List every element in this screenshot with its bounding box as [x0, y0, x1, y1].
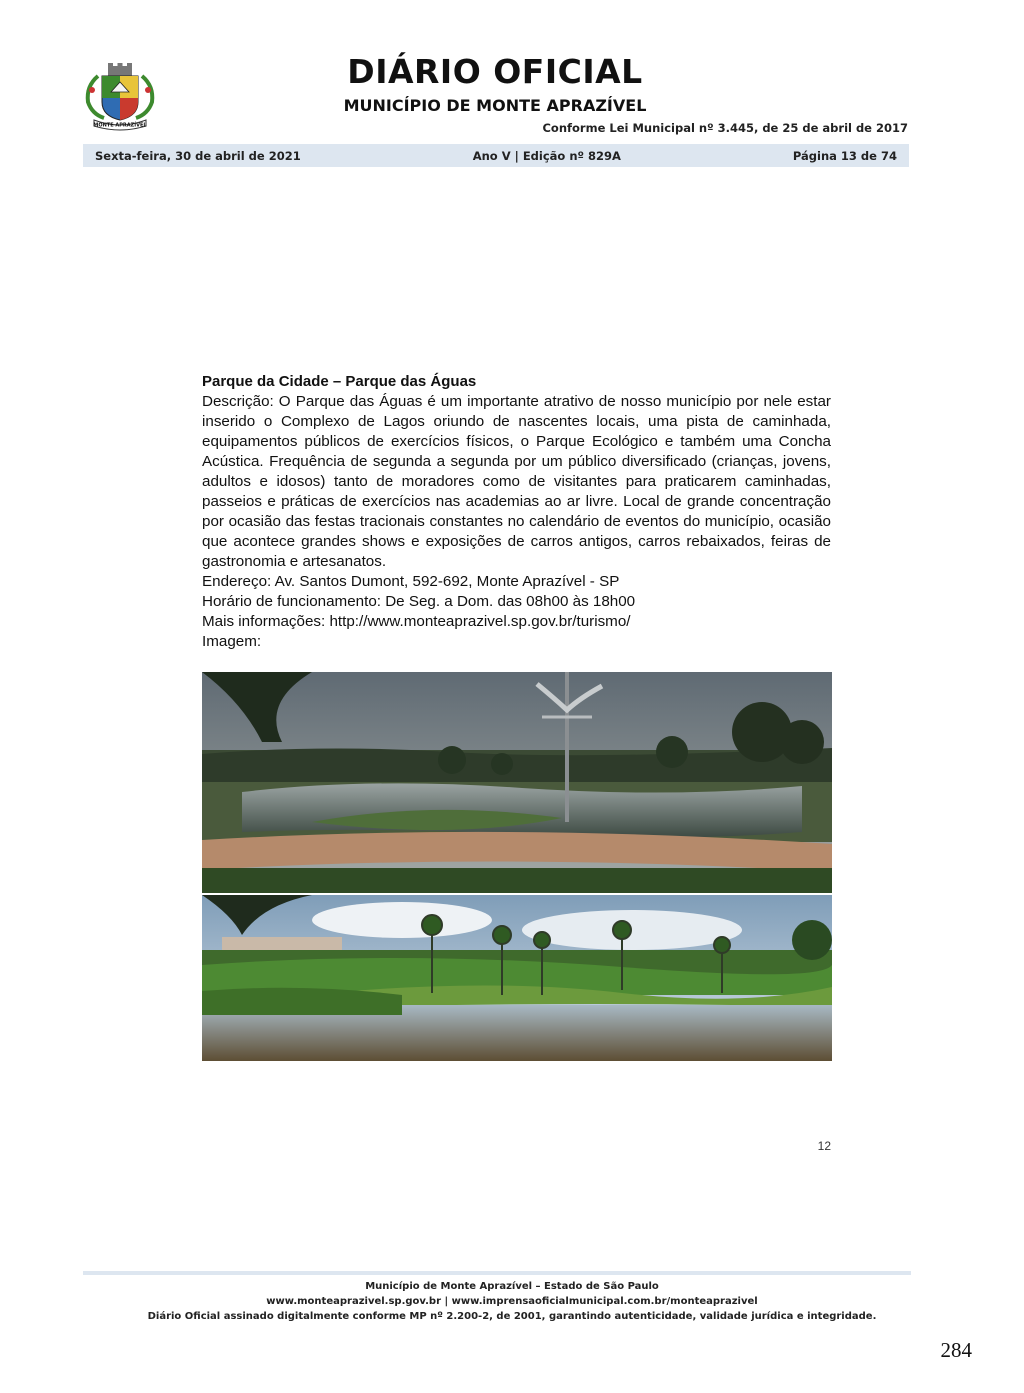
masthead-subtitle: MUNICÍPIO DE MONTE APRAZÍVEL — [343, 96, 647, 115]
article-image-label: Imagem: — [202, 633, 262, 650]
article-heading: Parque da Cidade – Parque das Águas — [202, 373, 477, 390]
crest-motto: MONTE APRAZÍVEL — [93, 122, 147, 129]
edition-info-bar — [83, 144, 909, 167]
article-parque-das-aguas — [202, 372, 831, 652]
edition-number: Ano V | Edição nº 829A — [472, 148, 621, 163]
document-stamp-number: 284 — [940, 1338, 972, 1362]
article-hours: Horário de funcionamento: De Seg. a Dom. das 08h00 às 18h00 — [202, 593, 636, 610]
article-more-info: Mais informações: http://www.monteaprazivel.sp.gov.br/turismo/ — [202, 613, 631, 630]
masthead-law-note: Conforme Lei Municipal nº 3.445, de 25 de abril de 2017 — [542, 121, 908, 135]
municipal-crest-logo — [82, 62, 158, 134]
article-address: Endereço: Av. Santos Dumont, 592-692, Monte Aprazível - SP — [202, 573, 620, 590]
park-lake-photo-2 — [202, 895, 832, 1061]
article-description: Descrição: O Parque das Águas é um importante atrativo de nosso município por nele estar inserido o Complexo de Lagos oriundo de nascentes locais, uma pista de caminhada, equipamentos públicos de exercícios físicos, o Parque Ecológico e também uma Concha Acústica. Frequência de segunda a segunda por um público diversificado (crianças, jovens, adultos e idosos) tanto de moradores como de visitantes para praticarem caminhadas, passeios e práticas de exercícios nas academias ao ar livre. Local de grande concentração por ocasião das festas tracionais constantes no calendário de eventos do município, ocasião que acontece grandes shows e exposições de carros antigos, carros rebaixados, feiras de gastronomia e artesanatos. — [202, 393, 831, 570]
local-page-number: 12 — [817, 1139, 831, 1153]
footer-signature-note: Diário Oficial assinado digitalmente conforme MP nº 2.200-2, de 2001, garantindo autenticidade, validade jurídica e integridade. — [147, 1311, 877, 1322]
footer-divider — [83, 1271, 911, 1275]
park-lake-photo-1 — [202, 672, 832, 893]
edition-date: Sexta-feira, 30 de abril de 2021 — [95, 148, 301, 163]
page-indicator: Página 13 de 74 — [792, 148, 897, 163]
masthead-title: DIÁRIO OFICIAL — [347, 52, 643, 91]
footer-websites: www.monteaprazivel.sp.gov.br | www.imprensaoficialmunicipal.com.br/monteaprazivel — [266, 1296, 758, 1307]
footer-municipality: Município de Monte Aprazível – Estado de São Paulo — [365, 1281, 659, 1292]
